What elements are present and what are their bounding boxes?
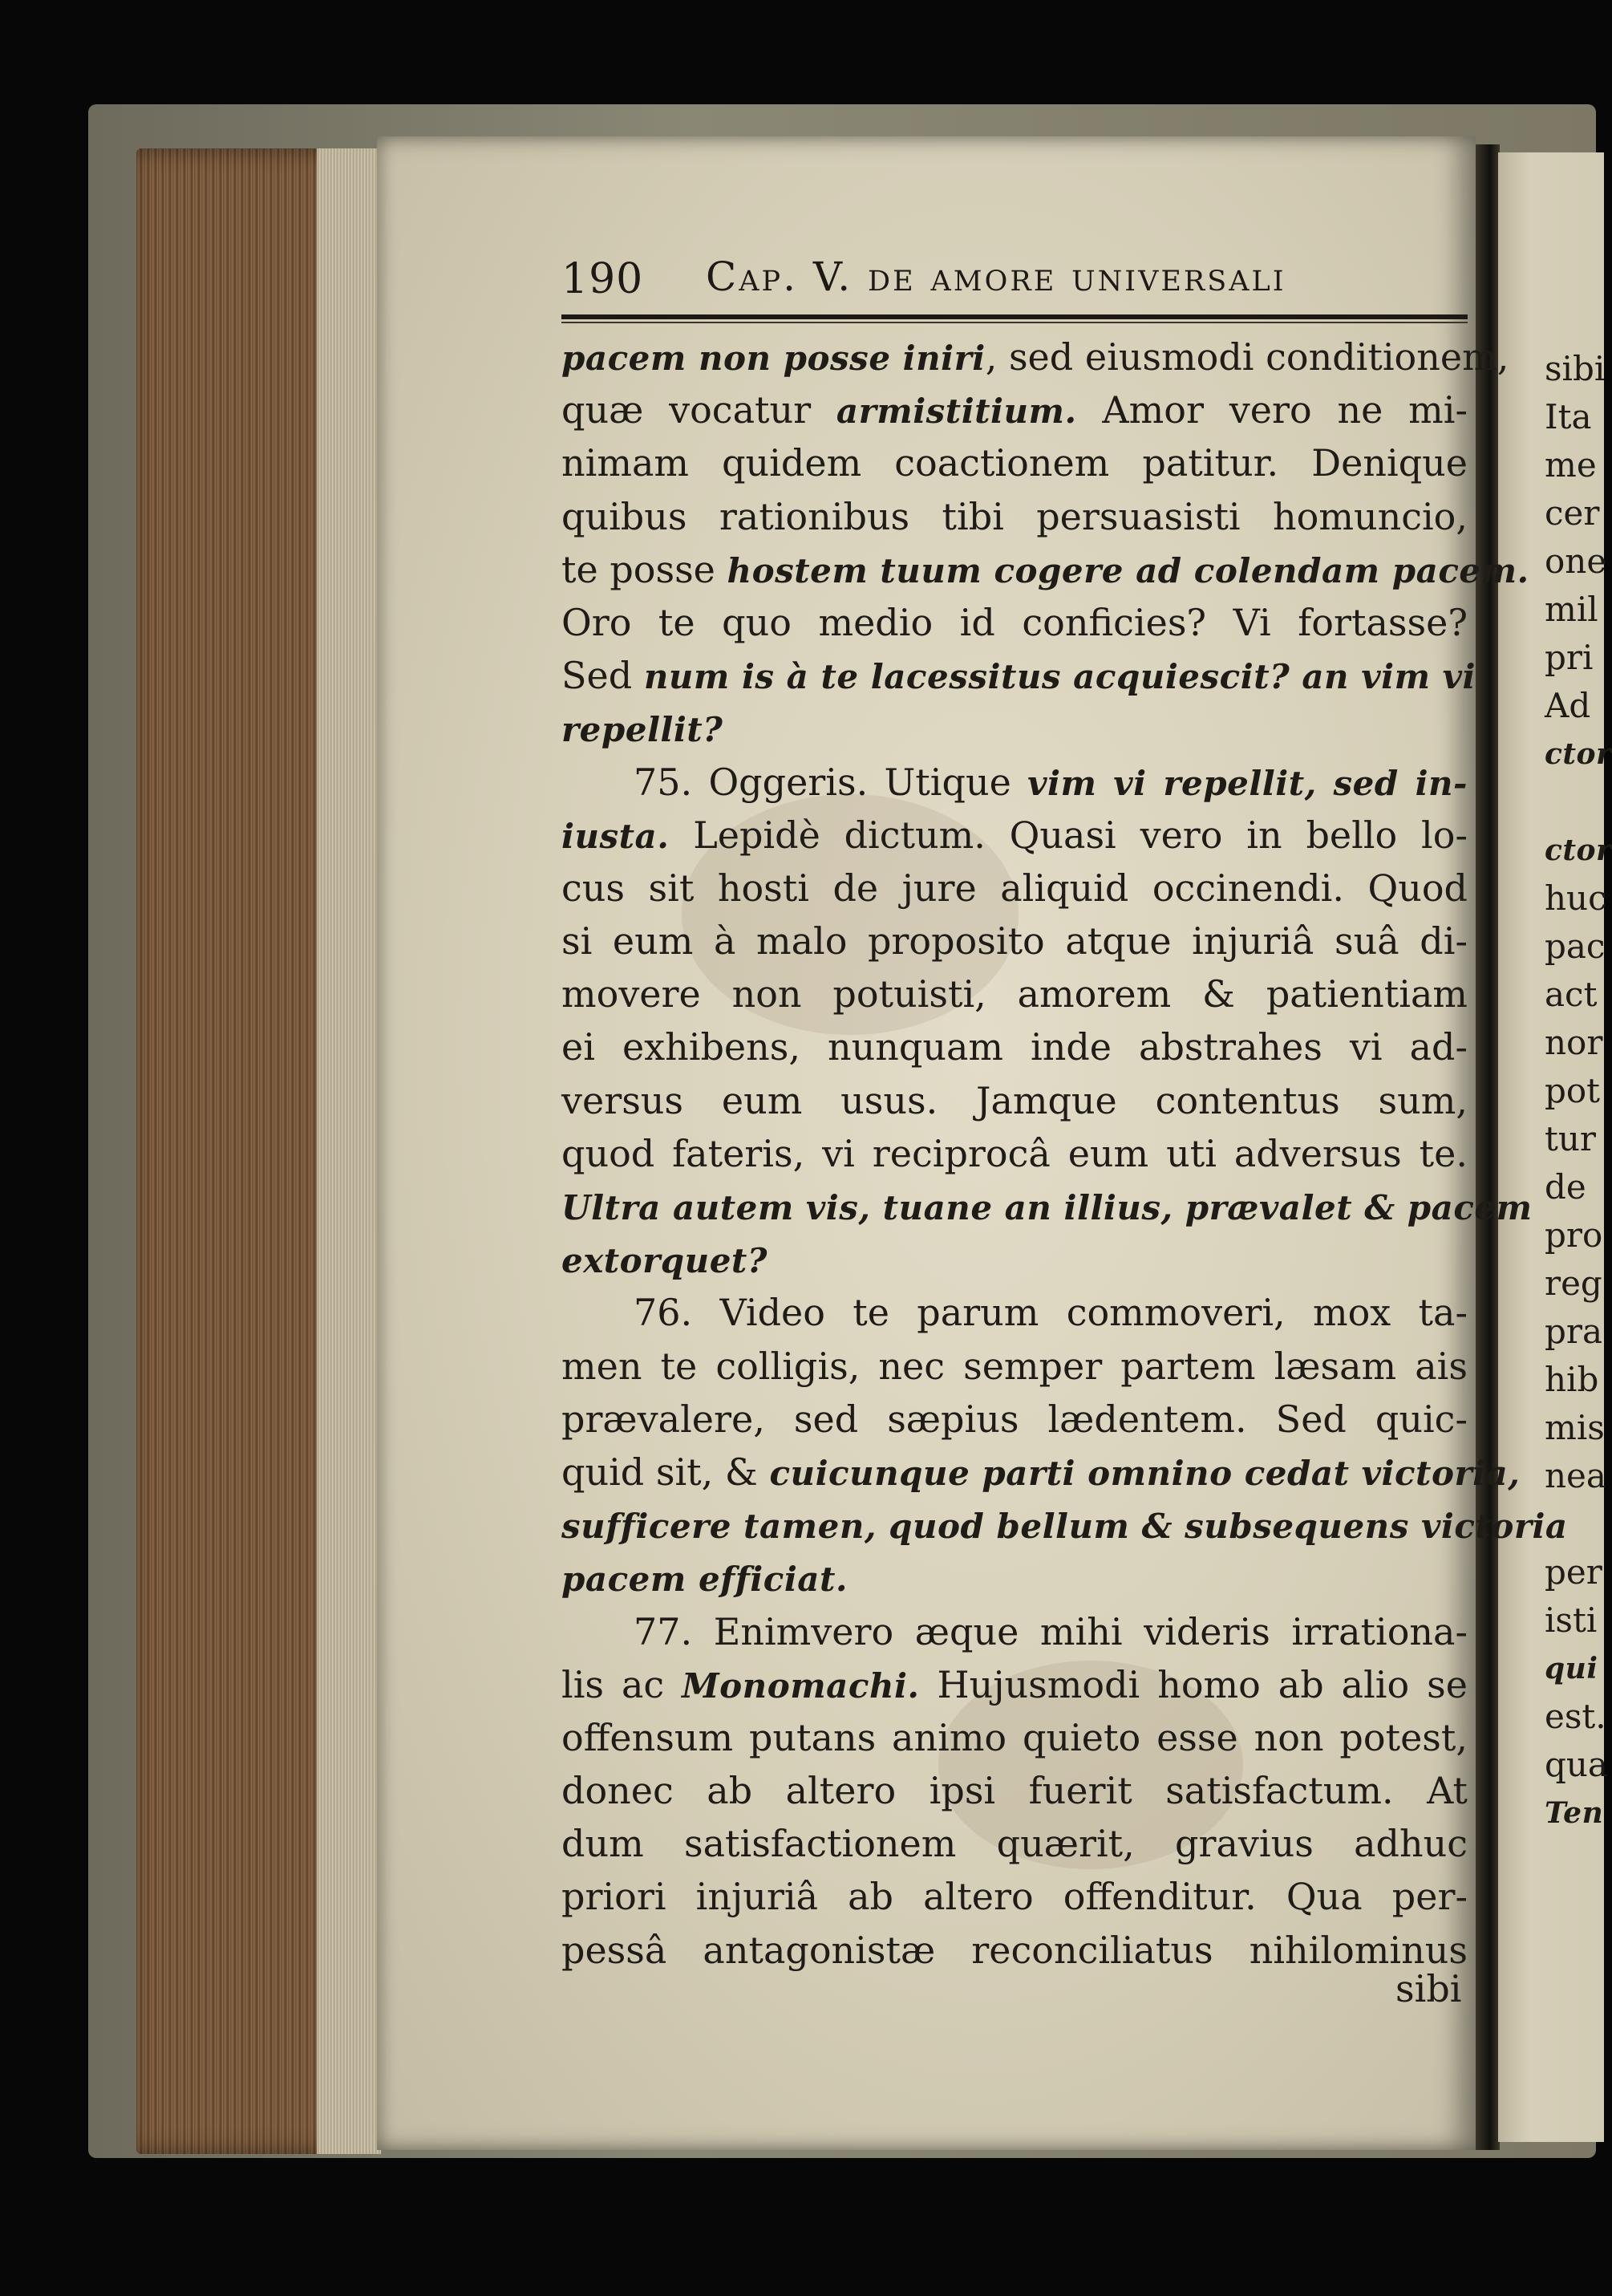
text-line — [561, 1340, 1468, 1393]
text-segment: dum satisfactionem quærit, gravius adhuc — [561, 1822, 1468, 1866]
text-segment: 75. Oggeris. Utique — [634, 760, 1028, 804]
facing-page-line: est. — [1545, 1697, 1606, 1736]
text-line — [561, 1020, 1468, 1073]
text-segment: Lepidè dictum. Quasi vero in bello lo- — [669, 813, 1468, 857]
facing-page-line: ctor — [1545, 834, 1612, 867]
body-text — [561, 331, 1568, 1977]
text-segment: quæ vocatur — [561, 388, 836, 432]
italic-text: hostem tuum cogere ad colendam pacem. — [727, 550, 1529, 590]
text-line — [561, 756, 1468, 809]
facing-page-line: Ten — [1545, 1796, 1604, 1830]
text-segment: te posse — [561, 547, 727, 591]
facing-page-line: cer — [1545, 493, 1600, 533]
text-line — [561, 967, 1468, 1020]
header-rule-thin — [561, 322, 1468, 323]
facing-page-line: pac — [1545, 927, 1606, 966]
page-header — [561, 249, 1468, 313]
text-line — [561, 1286, 1468, 1339]
facing-page-line: one — [1545, 542, 1607, 581]
text-segment: men te colligis, nec semper partem læsam ais — [561, 1344, 1468, 1388]
italic-text: sufficere tamen, quod bellum & subsequens victoria — [561, 1507, 1568, 1547]
text-line — [561, 1658, 1468, 1711]
facing-page-line: reg — [1545, 1264, 1602, 1303]
text-line — [561, 543, 1529, 596]
facing-page-line: qua — [1545, 1745, 1608, 1784]
text-line — [561, 915, 1468, 967]
italic-text: pacem efficiat. — [561, 1560, 849, 1600]
text-line — [561, 1074, 1468, 1127]
text-segment: quod fateris, vi reciprocâ eum uti adversus te. — [561, 1131, 1468, 1175]
facing-page-line: nor — [1545, 1023, 1603, 1062]
text-line — [561, 1817, 1468, 1870]
facing-page-line: mil — [1545, 590, 1598, 629]
text-segment: 76. Video te parum commoveri, mox ta- — [634, 1291, 1468, 1335]
text-line — [561, 1446, 1521, 1499]
text-segment: Sed — [561, 654, 644, 698]
facing-page-line: mis — [1545, 1408, 1605, 1447]
book-gutter — [1476, 144, 1500, 2150]
text-segment: , sed eiusmodi conditionem, — [985, 335, 1509, 379]
text-line — [561, 649, 1476, 702]
text-segment: si eum à malo proposito atque injuriâ suâ di- — [561, 919, 1468, 963]
text-segment: priori injuriâ ab altero offenditur. Qua per- — [561, 1875, 1468, 1919]
facing-page-line: pro — [1545, 1215, 1603, 1255]
running-head: Cap. V. de amore universali — [706, 254, 1286, 300]
text-line — [561, 1393, 1468, 1446]
facing-page-line: me — [1545, 445, 1597, 485]
text-segment: prævalere, sed sæpius lædentem. Sed quic- — [561, 1397, 1468, 1441]
facing-page-line: sibi — [1545, 349, 1606, 388]
text-segment: 77. Enimvero æque mihi videris irrationa- — [634, 1609, 1468, 1653]
text-line — [561, 702, 1468, 755]
text-line — [561, 1180, 1533, 1233]
text-segment: lis ac — [561, 1662, 682, 1706]
facing-page-line: pra — [1545, 1312, 1603, 1351]
text-segment: versus eum usus. Jamque contentus sum, — [561, 1078, 1468, 1122]
facing-page-line — [1545, 778, 1604, 826]
italic-text: Monomachi. — [682, 1665, 920, 1706]
facing-page-line: hib — [1545, 1360, 1599, 1399]
facing-page-line — [1545, 1500, 1604, 1548]
text-line — [561, 596, 1468, 649]
text-line — [561, 1924, 1468, 1977]
facing-page-line: isti — [1545, 1600, 1598, 1640]
facing-page-line: ctor — [1545, 737, 1612, 771]
text-line — [561, 1127, 1468, 1180]
text-segment: ei exhibens, nunquam inde abstrahes vi ad- — [561, 1025, 1468, 1069]
facing-page-line: Ita — [1545, 397, 1592, 436]
text-line — [561, 1499, 1568, 1552]
facing-page-line: pri — [1545, 638, 1594, 677]
text-segment: pessâ antagonistæ reconciliatus nihilominus — [561, 1928, 1468, 1972]
text-segment: cus sit hosti de jure aliquid occinendi. Quod — [561, 866, 1468, 910]
text-segment: Amor vero ne mi- — [1076, 388, 1468, 432]
text-line — [561, 1764, 1468, 1817]
text-line — [561, 1870, 1468, 1923]
facing-page-line: tur — [1545, 1119, 1597, 1158]
text-segment: Oro te quo medio id conficies? Vi fortasse? — [561, 600, 1468, 644]
facing-page-line: nea — [1545, 1456, 1606, 1495]
italic-text: num is à te lacessitus acquiescit? an vim vi — [643, 657, 1476, 697]
text-segment: quibus rationibus tibi persuasisti homuncio, — [561, 494, 1468, 538]
facing-page-line: huc — [1545, 878, 1607, 918]
text-line — [561, 436, 1468, 489]
text-segment: nimam quidem coactionem patitur. Denique — [561, 441, 1468, 485]
facing-page-line: per — [1545, 1552, 1602, 1592]
italic-text: repellit? — [561, 710, 723, 750]
text-segment: Hujusmodi homo ab alio se — [919, 1662, 1468, 1706]
facing-page-line: pot — [1545, 1071, 1601, 1110]
facing-page-line: qui — [1545, 1652, 1598, 1685]
italic-text: extorquet? — [561, 1241, 768, 1281]
facing-page-line: Ad — [1545, 686, 1591, 725]
text-line — [561, 1605, 1468, 1658]
header-rule — [561, 314, 1468, 319]
text-segment: movere non potuisti, amorem & patientiam — [561, 972, 1468, 1016]
text-line — [561, 383, 1468, 436]
facing-page-text — [1545, 345, 1612, 1837]
text-segment: offensum putans animo quieto esse non potest, — [561, 1715, 1468, 1759]
text-line — [561, 862, 1468, 915]
italic-text: vim vi repellit, sed in- — [1027, 763, 1468, 803]
catchword: sibi — [1395, 1967, 1462, 2010]
text-line — [561, 1711, 1468, 1764]
italic-text: pacem non posse iniri — [561, 339, 986, 378]
italic-text: iusta. — [561, 816, 670, 856]
text-segment: quid sit, & — [561, 1450, 770, 1494]
text-line — [561, 331, 1509, 383]
italic-text: armistitium. — [836, 391, 1077, 432]
text-line — [561, 490, 1468, 543]
text-segment: donec ab altero ipsi fuerit satisfactum. At — [561, 1769, 1468, 1813]
page-block-inner-edges — [317, 148, 381, 2154]
facing-page-line: de — [1545, 1167, 1586, 1207]
italic-text: Ultra autem vis, tuane an illius, prævalet & pacem — [561, 1188, 1533, 1227]
text-line — [561, 809, 1468, 862]
text-line — [561, 1552, 1468, 1604]
italic-text: cuicunque parti omnino cedat victoria, — [769, 1453, 1521, 1493]
text-line — [561, 1233, 1468, 1286]
facing-page-line: act — [1545, 975, 1598, 1014]
page-number: 190 — [561, 255, 644, 303]
